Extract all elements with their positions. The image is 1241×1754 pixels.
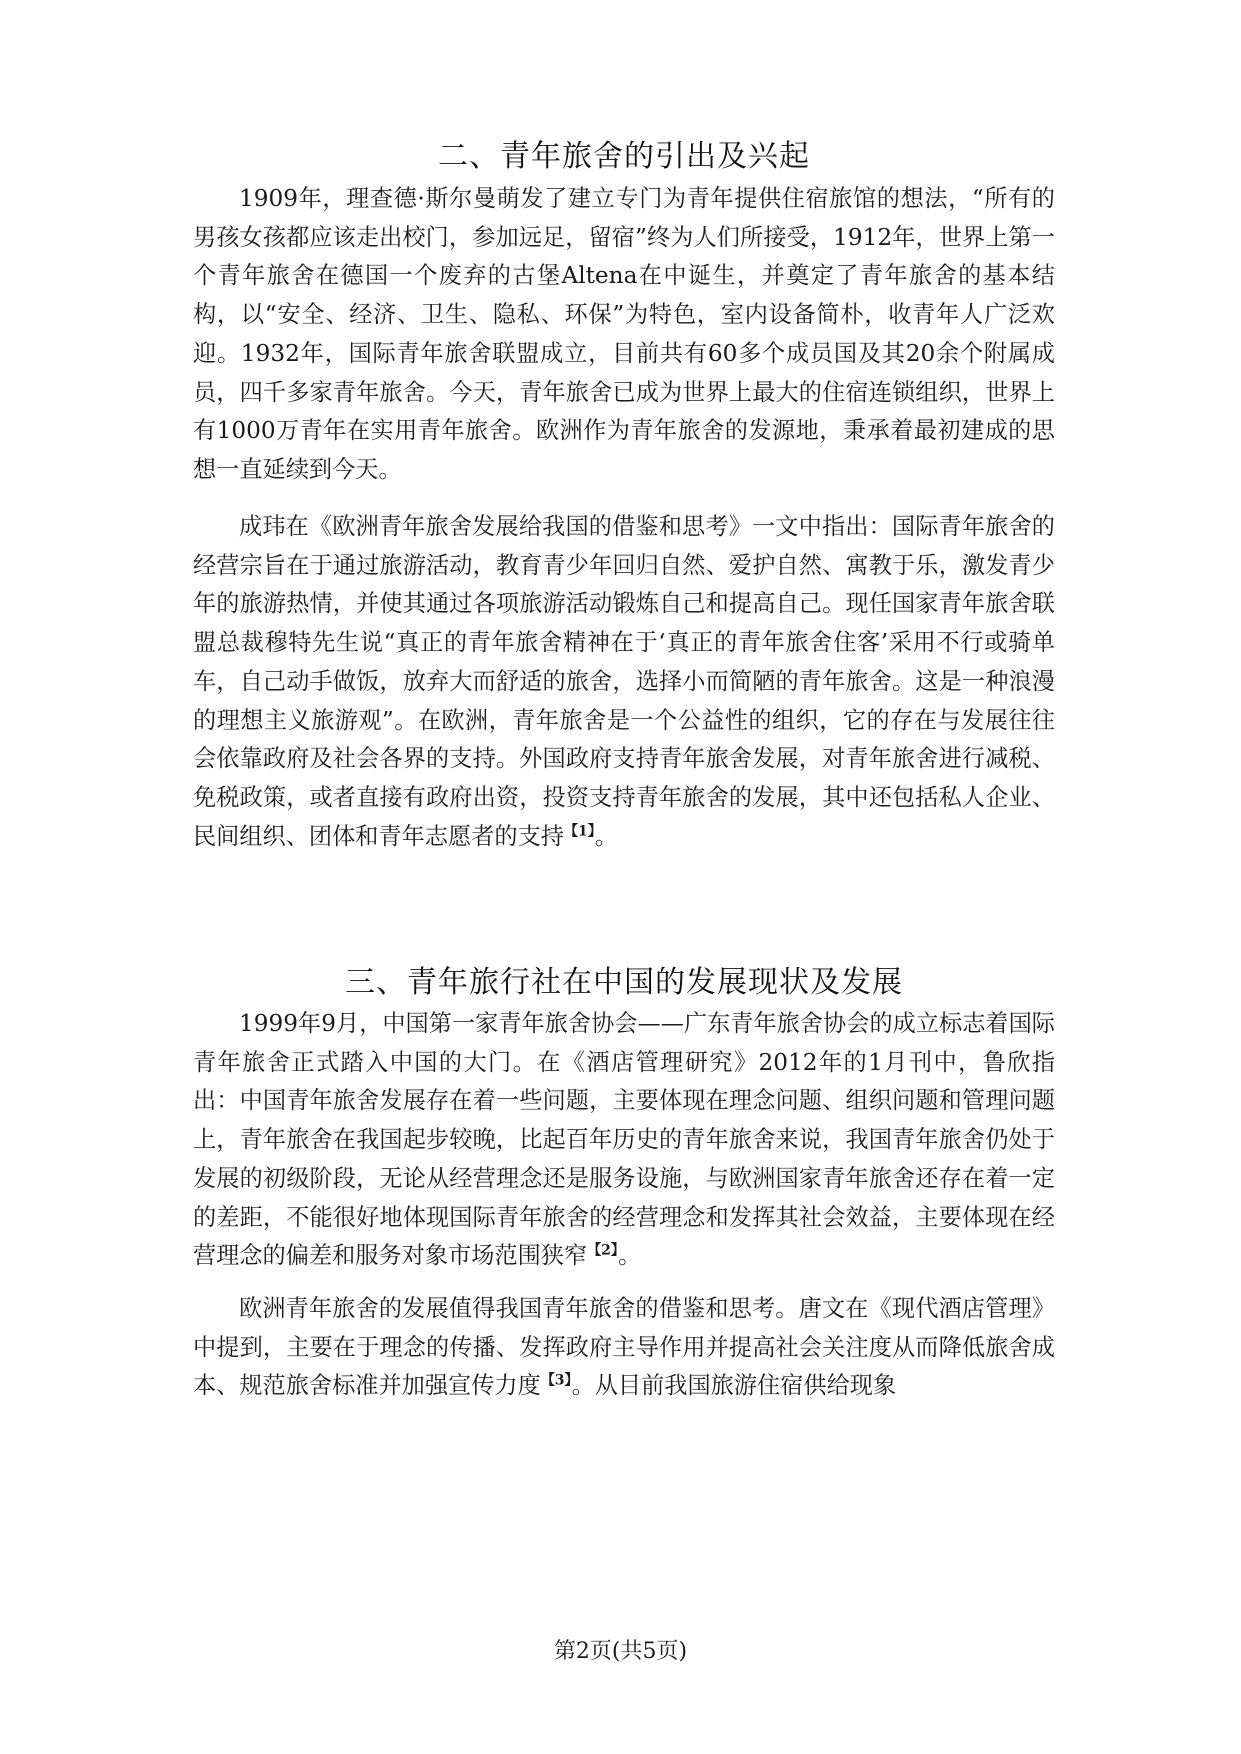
section-2-paragraph-2	[193, 508, 1055, 856]
section-3-paragraph-1	[193, 1005, 1055, 1276]
section-3-paragraph-2	[193, 1290, 1055, 1406]
citation-1: 【1】	[564, 822, 595, 839]
section-3-heading: 三、青年旅行社在中国的发展现状及发展	[345, 965, 903, 1000]
section-2-paragraph-2-text: 成玮在《欧洲青年旅舍发展给我国的借鉴和思考》一文中指出：国际青年旅舍的经营宗旨在于通过旅游活动，教育青少年回归自然、爱护自然、寓教于乐，激发青少年的旅游热情，并使其通过各项旅游活动锻炼自己和提高自己。现任国家青年旅舍联盟总裁穆特先生说“真正的青年旅舍精神在于‘真正的青年旅舍住客’采用不行或骑单车，自己动手做饭，放弃大而舒适的旅舍，选择小而简陋的青年旅舍。这是一种浪漫的理想主义旅游观”。在欧洲，青年旅舍是一个公益性的组织，它的存在与发展往往会依靠政府及社会各界的支持。外国政府支持青年旅舍发展，对青年旅舍进行减税、免税政策，或者直接有政府出资，投资支持青年旅舍的发展，其中还包括私人企业、民间组织、团体和青年志愿者的支持	[193, 513, 1055, 850]
section-3-paragraph-2-text: 欧洲青年旅舍的发展值得我国青年旅舍的借鉴和思考。唐文在《现代酒店管理》中提到，主要在于理念的传播、发挥政府主导作用并提高社会关注度从而降低旅舍成本、规范旅舍标准并加强宣传力度	[193, 1295, 1055, 1400]
citation-3: 【3】	[540, 1372, 572, 1389]
section-2-heading: 二、青年旅舍的引出及兴起	[438, 139, 810, 174]
section-2-paragraph-2-end: 。	[594, 822, 618, 850]
citation-2: 【2】	[587, 1242, 618, 1259]
section-2-paragraph-1: 1909年，理查德·斯尔曼萌发了建立专门为青年提供住宿旅馆的想法，“所有的男孩女孩都应该走出校门，参加远足，留宿”终为人们所接受，1912年，世界上第一个青年旅舍在德国一个废弃的古堡Altena在中诞生，并奠定了青年旅舍的基本结构，以“安全、经济、卫生、隐私、环保”为特色，室内设备简朴，收青年人广泛欢迎。1932年，国际青年旅舍联盟成立，目前共有60多个成员国及其20余个附属成员，四千多家青年旅舍。今天，青年旅舍已成为世界上最大的住宿连锁组织，世界上有1000万青年在实用青年旅舍。欧洲作为青年旅舍的发源地，秉承着最初建成的思想一直延续到今天。	[193, 185, 1055, 483]
section-3-paragraph-1-text: 1999年9月，中国第一家青年旅舍协会——广东青年旅舍协会的成立标志着国际青年旅舍正式踏入中国的大门。在《酒店管理研究》2012年的1月刊中，鲁欣指出：中国青年旅舍发展存在着一些问题，主要体现在理念问题、组织问题和管理问题上，青年旅舍在我国起步较晚，比起百年历史的青年旅舍来说，我国青年旅舍仍处于发展的初级阶段，无论从经营理念还是服务设施，与欧洲国家青年旅舍还存在着一定的差距，不能很好地体现国际青年旅舍的经营理念和发挥其社会效益，主要体现在经营理念的偏差和服务对象市场范围狭窄	[193, 1010, 1055, 1270]
page-number-footer: 第2页(共5页)	[553, 1639, 688, 1664]
section-3-paragraph-1-end: 。	[617, 1242, 642, 1270]
section-3-paragraph-2-end: 。从目前我国旅游住宿供给现象	[571, 1372, 897, 1400]
